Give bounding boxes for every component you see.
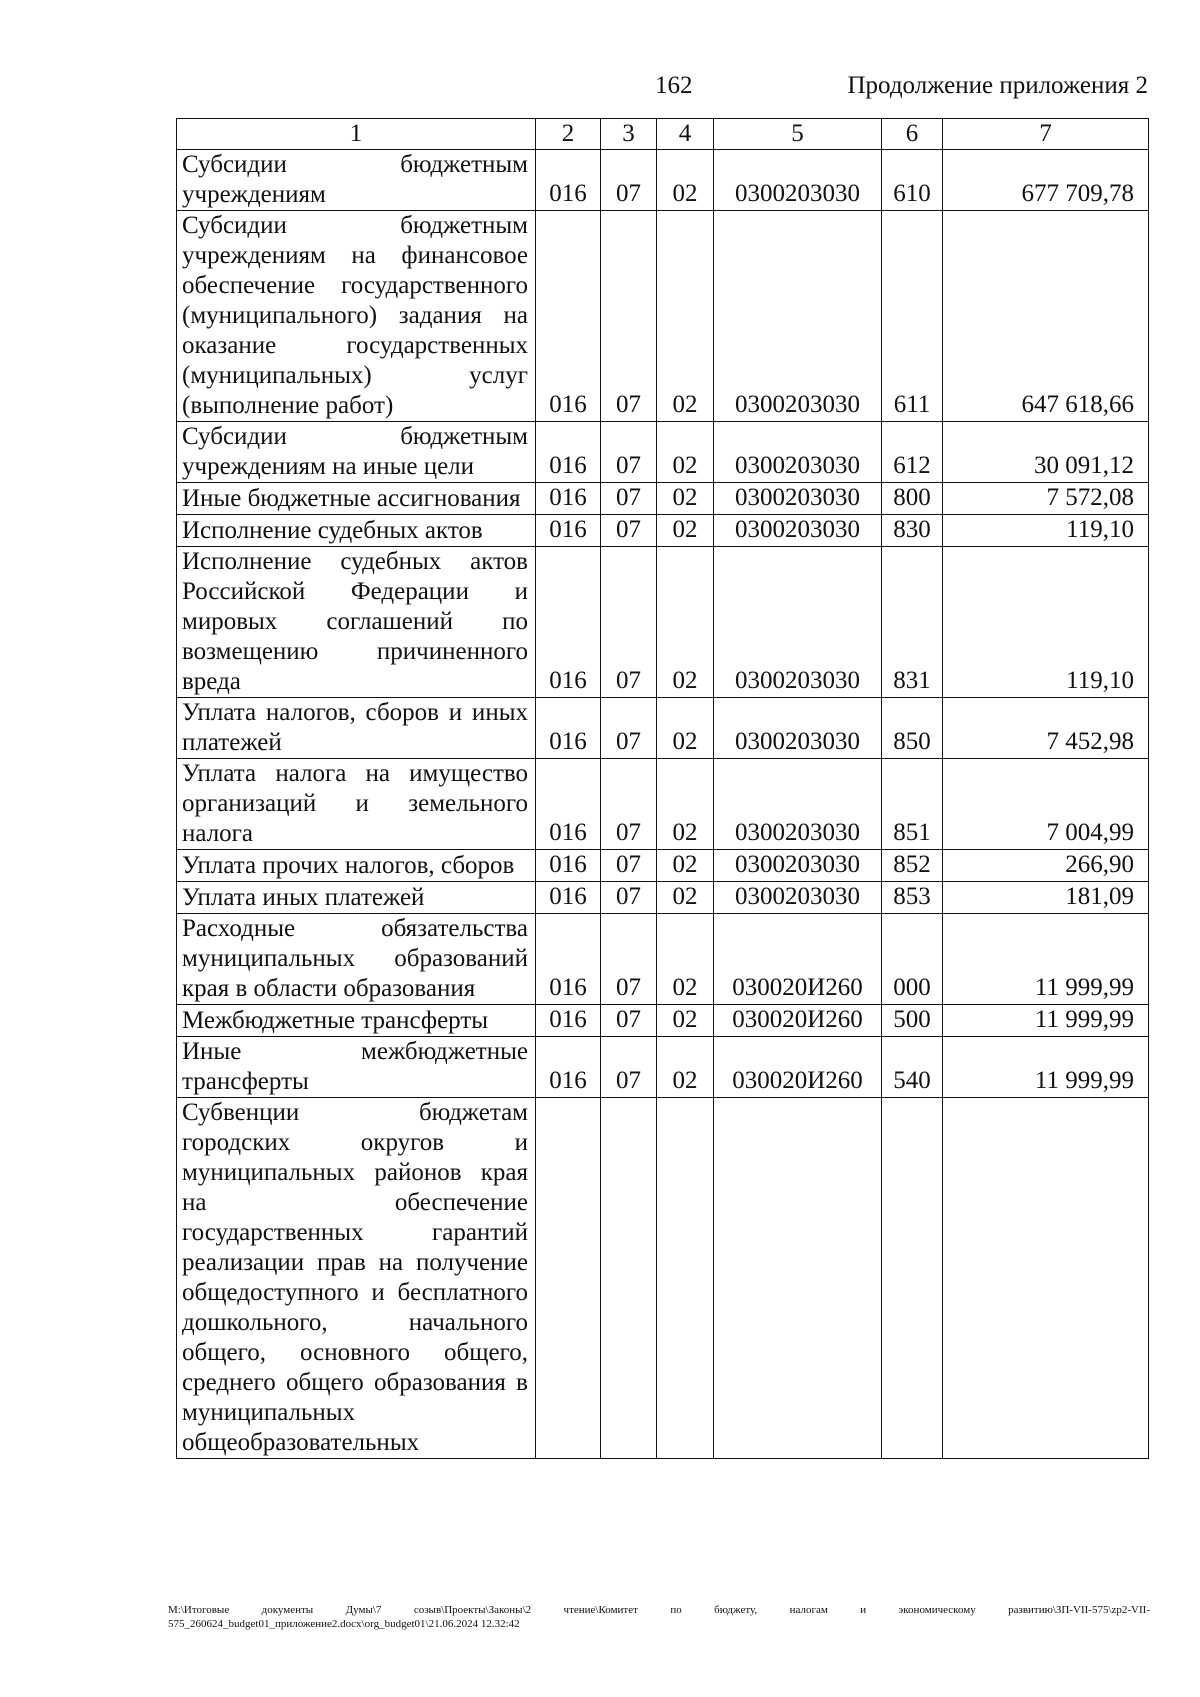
amount: 181,09 [943,882,1149,914]
expense-type-code: 850 [882,698,943,759]
subsection-code: 02 [657,914,714,1005]
ministry-code: 016 [536,759,601,850]
subsection-code: 02 [657,483,714,515]
expense-name: Уплата иных платежей [177,882,536,914]
expense-type-code: 800 [882,483,943,515]
expense-name: Расходные обязательства муниципальных образований края в области образования [177,914,536,1005]
budget-table [176,118,1149,1459]
subsection-code [657,1098,714,1459]
target-article-code: 0300203030 [714,882,882,914]
section-code: 07 [601,759,657,850]
subsection-code: 02 [657,547,714,698]
section-code: 07 [601,515,657,547]
expense-type-code: 610 [882,150,943,211]
subsection-code: 02 [657,515,714,547]
expense-name: Субвенции бюджетам городских округов и муниципальных районов края на обеспечение государственных гарантий реализации прав на получение общедоступного и бесплатного дошкольного, начального общего, основного общего, среднего общего образования в муниципальных общеобразовательных [177,1098,536,1459]
expense-type-code [882,1098,943,1459]
section-code: 07 [601,698,657,759]
amount: 7 004,99 [943,759,1149,850]
subsection-code: 02 [657,422,714,483]
table-row [177,1005,1149,1037]
column-header: 7 [943,119,1149,150]
expense-type-code: 611 [882,211,943,422]
section-code: 07 [601,850,657,882]
table-row [177,547,1149,698]
column-header: 3 [601,119,657,150]
ministry-code: 016 [536,211,601,422]
subsection-code: 02 [657,882,714,914]
expense-type-code: 851 [882,759,943,850]
subsection-code: 02 [657,1005,714,1037]
column-header: 5 [714,119,882,150]
expense-name: Иные бюджетные ассигнования [177,483,536,515]
table-row [177,850,1149,882]
ministry-code: 016 [536,850,601,882]
column-header: 4 [657,119,714,150]
table-row [177,914,1149,1005]
section-code: 07 [601,547,657,698]
target-article-code: 0300203030 [714,211,882,422]
table-header-row [177,119,1149,150]
section-code: 07 [601,211,657,422]
table-row [177,483,1149,515]
amount: 677 709,78 [943,150,1149,211]
expense-name: Уплата прочих налогов, сборов [177,850,536,882]
amount [943,1098,1149,1459]
amount: 7 572,08 [943,483,1149,515]
target-article-code: 0300203030 [714,422,882,483]
ministry-code: 016 [536,882,601,914]
subsection-code: 02 [657,850,714,882]
amount: 647 618,66 [943,211,1149,422]
subsection-code: 02 [657,211,714,422]
table-row [177,1098,1149,1459]
table-row [177,515,1149,547]
ministry-code: 016 [536,547,601,698]
expense-type-code: 831 [882,547,943,698]
ministry-code: 016 [536,150,601,211]
table-row [177,1037,1149,1098]
amount: 11 999,99 [943,1005,1149,1037]
ministry-code: 016 [536,1005,601,1037]
subsection-code: 02 [657,150,714,211]
table-row [177,211,1149,422]
expense-name: Исполнение судебных актов Российской Федерации и мировых соглашений по возмещению причиненного вреда [177,547,536,698]
ministry-code: 016 [536,914,601,1005]
subsection-code: 02 [657,1037,714,1098]
page-number: 162 [655,72,693,99]
ministry-code: 016 [536,698,601,759]
expense-name: Уплата налога на имущество организаций и земельного налога [177,759,536,850]
target-article-code: 0300203030 [714,850,882,882]
target-article-code: 0300203030 [714,150,882,211]
expense-name: Уплата налогов, сборов и иных платежей [177,698,536,759]
expense-name: Субсидии бюджетным учреждениям на иные цели [177,422,536,483]
amount: 11 999,99 [943,914,1149,1005]
amount: 266,90 [943,850,1149,882]
expense-type-code: 830 [882,515,943,547]
target-article-code: 0300203030 [714,515,882,547]
section-code [601,1098,657,1459]
amount: 119,10 [943,547,1149,698]
expense-name: Межбюджетные трансферты [177,1005,536,1037]
column-header: 6 [882,119,943,150]
continuation-title: Продолжение приложения 2 [847,72,1148,99]
section-code: 07 [601,882,657,914]
target-article-code: 0300203030 [714,547,882,698]
table-row [177,698,1149,759]
target-article-code: 0300203030 [714,698,882,759]
expense-type-code: 540 [882,1037,943,1098]
amount: 11 999,99 [943,1037,1149,1098]
expense-type-code: 853 [882,882,943,914]
expense-name: Субсидии бюджетным учреждениям на финансовое обеспечение государственного (муниципального) задания на оказание государственных (муниципальных) услуг (выполнение работ) [177,211,536,422]
target-article-code [714,1098,882,1459]
section-code: 07 [601,914,657,1005]
table-row [177,422,1149,483]
subsection-code: 02 [657,759,714,850]
ministry-code: 016 [536,1037,601,1098]
ministry-code [536,1098,601,1459]
target-article-code: 0300203030 [714,759,882,850]
section-code: 07 [601,1005,657,1037]
target-article-code: 030020И260 [714,1037,882,1098]
ministry-code: 016 [536,515,601,547]
table-row [177,150,1149,211]
expense-name: Исполнение судебных актов [177,515,536,547]
amount: 119,10 [943,515,1149,547]
expense-name: Субсидии бюджетным учреждениям [177,150,536,211]
section-code: 07 [601,422,657,483]
column-header: 1 [177,119,536,150]
table-row [177,759,1149,850]
footer-file-path: M:\Итоговые документы Думы\7 созыв\Проекты\Законы\2 чтение\Комитет по бюджету, налогам и экономическому развитию\ЗП-VII-575\zp2-VII-575_260624_budget01_приложение2.docx\org_budget01\21.06.2024 12.32:42 [168,1604,1150,1630]
ministry-code: 016 [536,483,601,515]
amount: 7 452,98 [943,698,1149,759]
target-article-code: 030020И260 [714,914,882,1005]
section-code: 07 [601,483,657,515]
expense-type-code: 500 [882,1005,943,1037]
expense-name: Иные межбюджетные трансферты [177,1037,536,1098]
table-row [177,882,1149,914]
section-code: 07 [601,150,657,211]
subsection-code: 02 [657,698,714,759]
target-article-code: 030020И260 [714,1005,882,1037]
section-code: 07 [601,1037,657,1098]
expense-type-code: 852 [882,850,943,882]
ministry-code: 016 [536,422,601,483]
expense-type-code: 612 [882,422,943,483]
target-article-code: 0300203030 [714,483,882,515]
column-header: 2 [536,119,601,150]
expense-type-code: 000 [882,914,943,1005]
amount: 30 091,12 [943,422,1149,483]
